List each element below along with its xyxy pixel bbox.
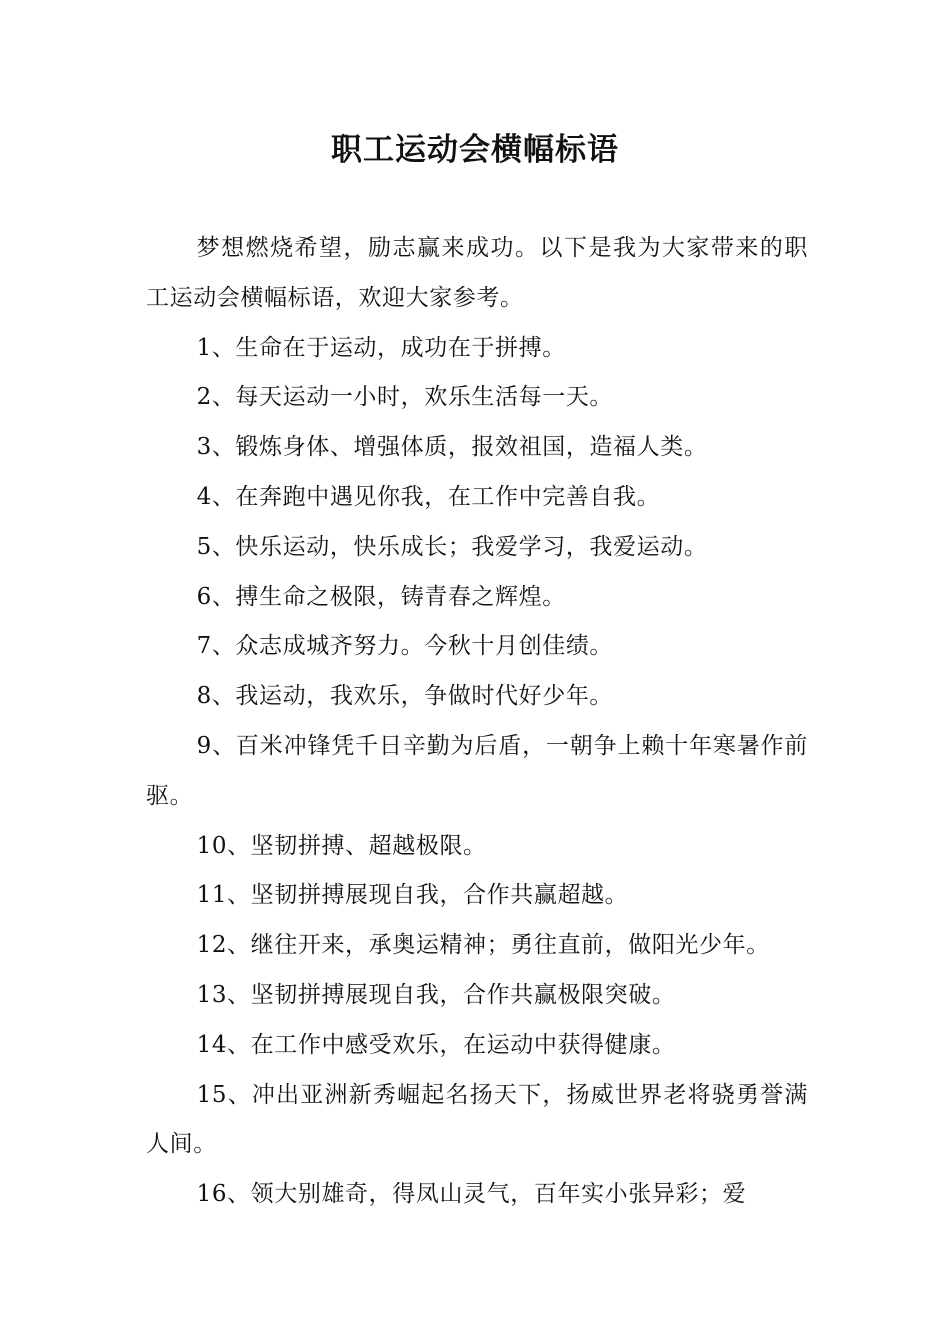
slogan-item-6: 6、搏生命之极限，铸青春之辉煌。 (196, 583, 566, 610)
slogan-item-4: 4、在奔跑中遇见你我，在工作中完善自我。 (196, 483, 661, 510)
slogan-item-13: 13、坚韧拼搏展现自我，合作共赢极限突破。 (196, 981, 676, 1008)
slogan-item-14: 14、在工作中感受欢乐，在运动中获得健康。 (196, 1031, 676, 1058)
slogan-item-10: 10、坚韧拼搏、超越极限。 (196, 832, 487, 859)
slogan-item-7: 7、众志成城齐努力。今秋十月创佳绩。 (196, 633, 614, 660)
slogan-item-11: 11、坚韧拼搏展现自我，合作共赢超越。 (196, 882, 629, 909)
slogan-item-9: 9、百米冲锋凭千日辛勤为后盾，一朝争上赖十年寒暑作前驱。 (146, 732, 808, 809)
slogan-item-5: 5、快乐运动，快乐成长；我爱学习，我爱运动。 (196, 533, 708, 560)
slogan-item-8: 8、我运动，我欢乐，争做时代好少年。 (196, 683, 614, 710)
document-title: 职工运动会横幅标语 (331, 132, 619, 168)
slogan-item-12: 12、继往开来，承奥运精神；勇往直前，做阳光少年。 (196, 932, 770, 959)
slogan-item-2: 2、每天运动一小时，欢乐生活每一天。 (196, 384, 614, 411)
slogan-item-3: 3、锻炼身体、增强体质，报效祖国，造福人类。 (196, 434, 708, 461)
slogan-item-1: 1、生命在于运动，成功在于拼搏。 (196, 334, 566, 361)
slogan-item-16: 16、领大别雄奇，得凤山灵气，百年实小张异彩；爱 (196, 1181, 747, 1208)
slogan-item-15: 15、冲出亚洲新秀崛起名扬天下，扬威世界老将骁勇誉满人间。 (146, 1081, 808, 1158)
document-body (146, 224, 808, 1220)
intro-paragraph: 梦想燃烧希望，励志赢来成功。以下是我为大家带来的职工运动会横幅标语，欢迎大家参考。 (146, 235, 808, 311)
